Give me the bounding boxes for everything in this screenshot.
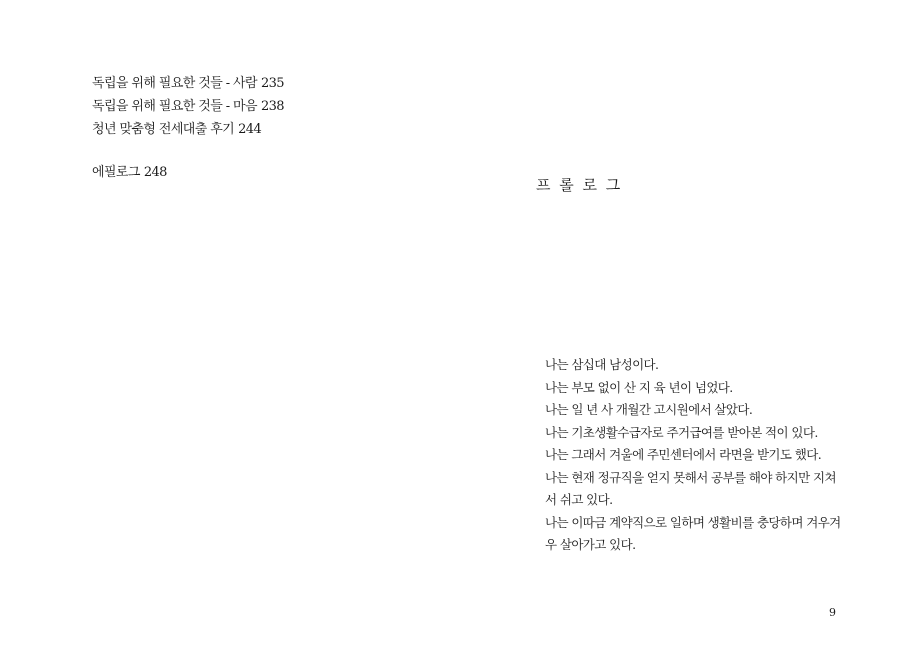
body-line: 나는 현재 정규직을 얻지 못해서 공부를 해야 하지만 지쳐 — [545, 469, 836, 485]
body-line: 서 쉬고 있다. — [545, 492, 613, 507]
chapter-title: 프 롤 로 그 — [536, 176, 623, 194]
toc-spacer — [92, 141, 432, 161]
right-page — [450, 0, 900, 667]
page-number: 9 — [829, 606, 836, 619]
toc-entry-title: 독립을 위해 필요한 것들 - 사람 — [92, 76, 257, 91]
toc-entry-title: 청년 맞춤형 전세대출 후기 — [92, 122, 235, 137]
body-line: 나는 일 년 사 개월간 고시원에서 살았다. — [545, 402, 753, 417]
body-line: 우 살아가고 있다. — [545, 537, 636, 552]
toc-entry — [92, 118, 432, 141]
body-line: 나는 그래서 겨울에 주민센터에서 라면을 받기도 했다. — [545, 447, 822, 462]
body-line: 나는 기초생활수급자로 주거급여를 받아본 적이 있다. — [545, 424, 818, 440]
toc-entry — [92, 95, 432, 118]
body-line: 나는 삼십대 남성이다. — [545, 357, 659, 372]
toc-entry — [92, 72, 432, 95]
toc-entry-page: 238 — [260, 99, 284, 114]
prologue-body — [545, 354, 845, 557]
toc-entry-page: 244 — [238, 122, 262, 137]
body-line: 나는 부모 없이 산 지 육 년이 넘었다. — [545, 379, 733, 395]
toc-entry-title: 에필로그 — [92, 165, 140, 180]
body-line: 나는 이따금 계약직으로 일하며 생활비를 충당하며 겨우겨 — [545, 514, 841, 530]
table-of-contents — [92, 72, 432, 184]
toc-entry-title: 독립을 위해 필요한 것들 - 마음 — [92, 99, 257, 114]
toc-entry-page: 248 — [143, 165, 167, 180]
toc-entry-page: 235 — [260, 76, 284, 91]
toc-entry-epilogue — [92, 161, 432, 184]
